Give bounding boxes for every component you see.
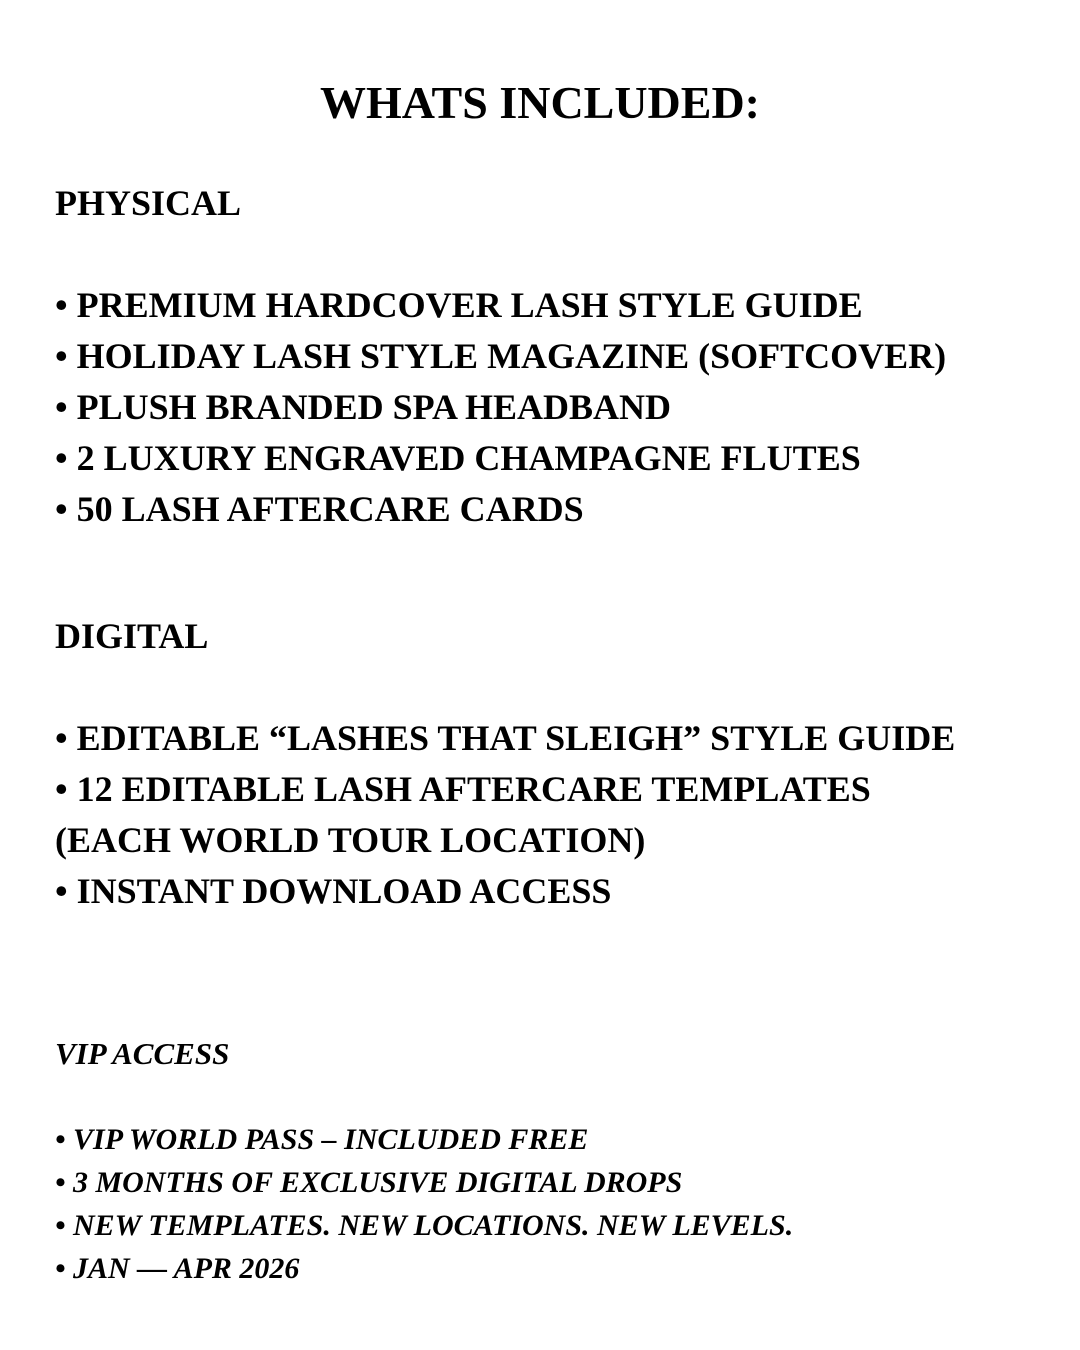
list-item: • 12 EDITABLE LASH AFTERCARE TEMPLATES: [55, 769, 871, 809]
digital-heading: DIGITAL: [55, 616, 209, 656]
list-item-continuation: (EACH WORLD TOUR LOCATION): [55, 820, 646, 860]
list-item: • EDITABLE “LASHES THAT SLEIGH” STYLE GUIDE: [55, 718, 956, 758]
list-item: • 3 MONTHS OF EXCLUSIVE DIGITAL DROPS: [55, 1166, 683, 1199]
vip-heading: VIP ACCESS: [55, 1036, 230, 1071]
list-item: • PREMIUM HARDCOVER LASH STYLE GUIDE: [55, 285, 863, 325]
list-item: • HOLIDAY LASH STYLE MAGAZINE (SOFTCOVER): [55, 336, 947, 376]
vip-list: [55, 1118, 793, 1290]
list-item: • 2 LUXURY ENGRAVED CHAMPAGNE FLUTES: [55, 438, 861, 478]
physical-list: [55, 280, 946, 535]
list-item: • PLUSH BRANDED SPA HEADBAND: [55, 387, 672, 427]
digital-list: [55, 713, 955, 917]
list-item: • NEW TEMPLATES. NEW LOCATIONS. NEW LEVELS.: [55, 1209, 794, 1242]
list-item: • 50 LASH AFTERCARE CARDS: [55, 489, 584, 529]
physical-heading: PHYSICAL: [55, 183, 242, 223]
page-title: WHATS INCLUDED:: [319, 77, 761, 128]
list-item: • JAN — APR 2026: [55, 1252, 300, 1285]
list-item: • INSTANT DOWNLOAD ACCESS: [55, 871, 612, 911]
list-item: • VIP WORLD PASS – INCLUDED FREE: [55, 1123, 589, 1156]
